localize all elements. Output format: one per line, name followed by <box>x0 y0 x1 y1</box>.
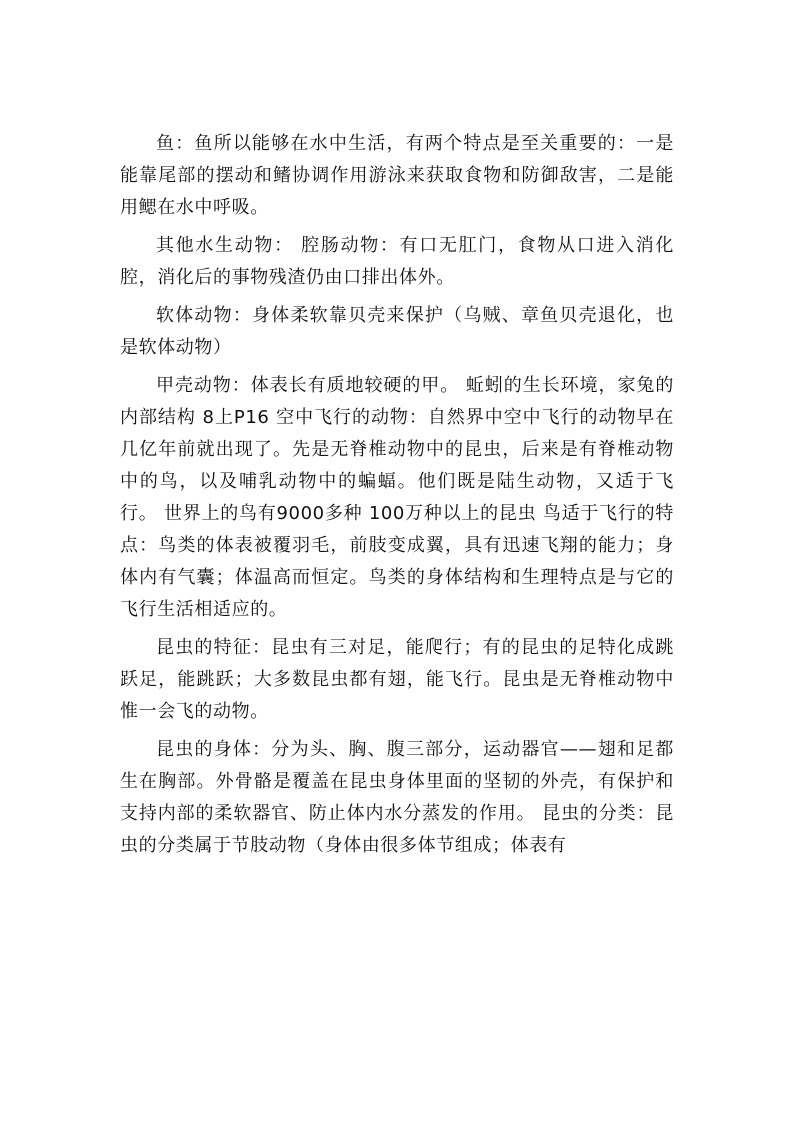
paragraph-mollusks: 软体动物：身体柔软靠贝壳来保护（乌贼、章鱼贝壳退化，也是软体动物） <box>120 305 674 358</box>
paragraph-insect-body: 昆虫的身体：分为头、胸、腹三部分，运动器官——翅和足都生在胸部。外骨骼是覆盖在昆虫身体里面的坚韧的外壳，有保护和支持内部的柔软器官、防止体内水分蒸发的作用。 昆虫的分类：昆虫的分类属于节肢动物（身体由很多体节组成；体表有 <box>120 739 674 856</box>
paragraph-other-aquatic-animals: 其他水生动物： 腔肠动物：有口无肛门，食物从口进入消化腔，消化后的事物残渣仍由口排出体外。 <box>120 235 674 288</box>
document-body <box>120 128 674 862</box>
paragraph-fish: 鱼：鱼所以能够在水中生活，有两个特点是至关重要的：一是能靠尾部的摆动和鳍协调作用游泳来获取食物和防御敌害，二是能用鳃在水中呼吸。 <box>120 133 674 218</box>
paragraph-insect-characteristics: 昆虫的特征：昆虫有三对足，能爬行；有的昆虫的足特化成跳跃足，能跳跃；大多数昆虫都有翅，能飞行。昆虫是无脊椎动物中惟一会飞的动物。 <box>120 637 674 722</box>
paragraph-crustaceans-and-flying-animals: 甲壳动物：体表长有质地较硬的甲。 蚯蚓的生长环境，家兔的内部结构 8上P16 空中飞行的动物：自然界中空中飞行的动物早在几亿年前就出现了。先是无脊椎动物中的昆虫，后来是有脊椎动物中的鸟，以及哺乳动物中的蝙蝠。他们既是陆生动物，又适于飞行。 世界上的鸟有9000多种 100万种以上的昆虫 鸟适于飞行的特点：鸟类的体表被覆羽毛，前肢变成翼，具有迅速飞翔的能力；身体内有气囊；体温高而恒定。鸟类的身体结构和生理特点是与它的飞行生活相适应的。 <box>120 375 674 620</box>
